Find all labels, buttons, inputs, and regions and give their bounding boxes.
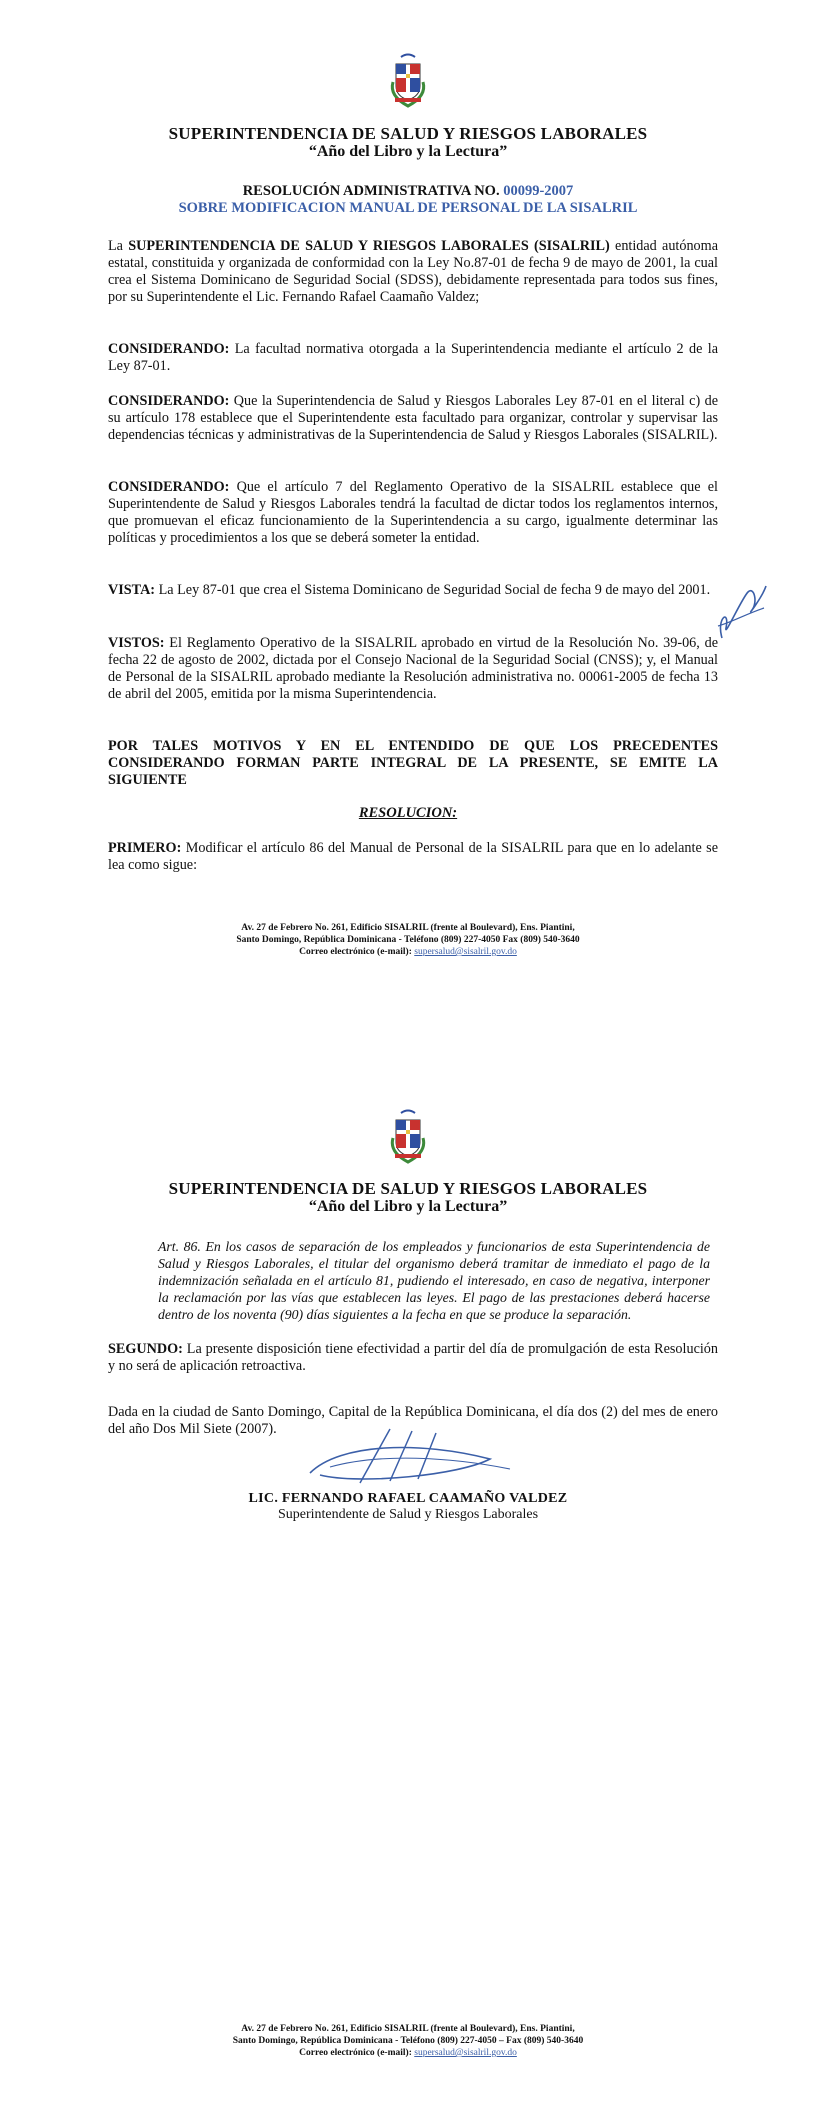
- footer-phone: Santo Domingo, República Dominicana - Teléfono (809) 227-4050 – Fax (809) 540-3640: [232, 2036, 584, 2046]
- considerando-label: CONSIDERANDO:: [108, 479, 230, 495]
- intro-entity: SUPERINTENDENCIA DE SALUD Y RIESGOS LABORALES (SISALRIL): [128, 238, 610, 254]
- resolution-subject: SOBRE MODIFICACION MANUAL DE PERSONAL DE LA SISALRIL: [178, 200, 638, 216]
- vistos-text: El Reglamento Operativo de la SISALRIL aprobado en virtud de la Resolución No. 39-06, de fecha 22 de agosto de 2002, dictada por el Consejo Nacional de la Seguridad Social (CNSS); y, el Manual de Personal de la SISALRIL aprobado mediante la Resolución administrativa no. 00061-2005 de fecha 13 de abril del 2005, emitida por la misma Superintendencia.: [108, 635, 718, 702]
- considerando-text: Que el artículo 7 del Reglamento Operativo de la SISALRIL establece que el Superintendente de Salud y Riesgos Laborales tendrá la facultad de dictar todos los reglamentos internos, que promuevan el eficaz funcionamiento de la Superintendencia a su cargo, igualmente determinar las políticas y procedimientos a los que se deberá someter la entidad.: [108, 479, 718, 546]
- considerando-text: Que la Superintendencia de Salud y Riesgos Laborales Ley 87-01 en el literal c) de su artículo 178 establece que el Superintendente esta facultado para organizar, controlar y supervisar las dependencias técnicas y administrativas de la Superintendencia de Salud y Riesgos Laborales (SISALRIL).: [108, 393, 718, 443]
- coat-of-arms-icon: [387, 1108, 429, 1164]
- footer-page-1: [0, 922, 816, 958]
- article-86-label: Art. 86.: [158, 1239, 201, 1254]
- primero-label: PRIMERO:: [108, 840, 182, 856]
- vistos-label: VISTOS:: [108, 635, 165, 651]
- footer-email-label: Correo electrónico (e-mail):: [299, 2048, 415, 2058]
- primero-paragraph: [108, 840, 718, 874]
- footer-phone: Santo Domingo, República Dominicana - Teléfono (809) 227-4050 Fax (809) 540-3640: [236, 935, 580, 945]
- header-motto: “Año del Libro y la Lectura”: [308, 143, 508, 160]
- initials-signature: [712, 578, 772, 644]
- signatory-name: LIC. FERNANDO RAFAEL CAAMAÑO VALDEZ: [248, 1491, 568, 1506]
- header-title: SUPERINTENDENCIA DE SALUD Y RIESGOS LABORALES: [168, 124, 648, 143]
- signature-block: [0, 1491, 816, 1523]
- resolution-label: RESOLUCIÓN ADMINISTRATIVA NO.: [242, 183, 504, 199]
- considerando-label: CONSIDERANDO:: [108, 341, 230, 357]
- page-2: [0, 1058, 816, 2117]
- coat-of-arms-icon: [387, 52, 429, 108]
- vistos-paragraph: [108, 635, 718, 703]
- signatory-role: Superintendente de Salud y Riesgos Laborales: [277, 1507, 539, 1522]
- dada-paragraph: Dada en la ciudad de Santo Domingo, Capital de la República Dominicana, el día dos (2) del mes de enero del año Dos Mil Siete (2007).: [108, 1404, 718, 1437]
- footer-email-label: Correo electrónico (e-mail):: [299, 947, 415, 957]
- page-1: [0, 0, 816, 1058]
- considerando-label: CONSIDERANDO:: [108, 393, 230, 409]
- intro-paragraph: [108, 238, 718, 306]
- vista-label: VISTA:: [108, 582, 156, 598]
- vista-text: La Ley 87-01 que crea el Sistema Dominicano de Seguridad Social de fecha 9 de mayo del 2001.: [155, 582, 711, 598]
- segundo-label: SEGUNDO:: [108, 1341, 183, 1357]
- article-86-body: En los casos de separación de los empleados y funcionarios de esta Superintendencia de Salud y Riesgos Laborales, el titular del organismo deberá tramitar de inmediato el pago de la indemnización señalada en el artículo 81, pudiendo el interesado, en caso de negativa, interponer la reclamación por las vías que establecen las leyes. El pago de las prestaciones deberá hacerse dentro de los noventa (90) días siguientes a la fecha en que se produce la separación.: [158, 1239, 710, 1322]
- footer-address: Av. 27 de Febrero No. 261, Edificio SISALRIL (frente al Boulevard), Ens. Piantini,: [241, 923, 575, 933]
- considerando-1: [108, 341, 718, 375]
- header-title: SUPERINTENDENCIA DE SALUD Y RIESGOS LABORALES: [168, 1179, 648, 1198]
- considerando-3: [108, 479, 718, 547]
- motivos-paragraph: POR TALES MOTIVOS Y EN EL ENTENDIDO DE QUE LOS PRECEDENTES CONSIDERANDO FORMAN PARTE INTEGRAL DE LA PRESENTE, SE EMITE LA SIGUIENTE: [108, 738, 718, 788]
- footer-email-link[interactable]: supersalud@sisalril.gov.do: [414, 2048, 517, 2058]
- header-motto: “Año del Libro y la Lectura”: [308, 1198, 508, 1215]
- segundo-text: La presente disposición tiene efectividad a partir del día de promulgación de esta Resolución y no será de aplicación retroactiva.: [108, 1341, 718, 1374]
- article-86-text: [158, 1238, 710, 1323]
- vista-paragraph: [108, 582, 718, 599]
- resolution-number-value: 00099-2007: [503, 183, 574, 199]
- intro-text: entidad autónoma estatal, constituida y organizada de conformidad con la Ley No.87-01 de fecha 9 de mayo de 2001, la cual crea el Sistema Dominicano de Seguridad Social (SDSS), debidamente representada para todos sus fines, por su Superintendente el Lic. Fernando Rafael Caamaño Valdez;: [108, 238, 718, 305]
- footer-email-link[interactable]: supersalud@sisalril.gov.do: [414, 947, 517, 957]
- intro-prefix: La: [108, 238, 129, 254]
- resolution-number: [0, 183, 816, 200]
- considerando-2: [108, 393, 718, 444]
- segundo-paragraph: [108, 1341, 718, 1375]
- primero-text: Modificar el artículo 86 del Manual de Personal de la SISALRIL para que en lo adelante se lea como sigue:: [108, 840, 718, 873]
- footer-page-2: [0, 2023, 816, 2059]
- footer-address: Av. 27 de Febrero No. 261, Edificio SISALRIL (frente al Boulevard), Ens. Piantini,: [241, 2024, 575, 2034]
- handwritten-signature: [300, 1423, 520, 1495]
- resolucion-heading: RESOLUCION:: [358, 805, 458, 821]
- considerando-text: La facultad normativa otorgada a la Superintendencia mediante el artículo 2 de la Ley 87-01.: [108, 341, 718, 374]
